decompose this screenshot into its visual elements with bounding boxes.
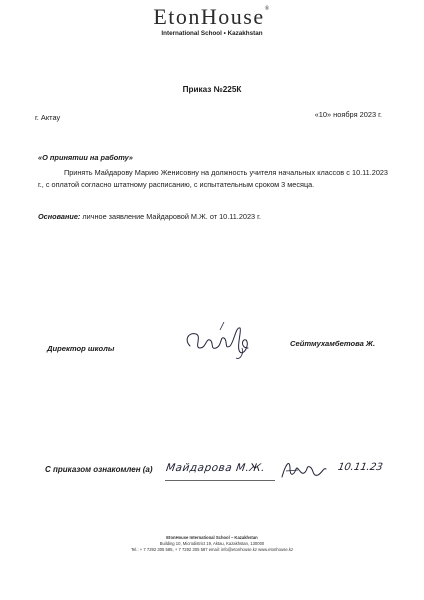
acknowledgement-handwritten-name: Майдарова М.Ж. [165,462,266,474]
footer-school-name: EtonHouse International School – Kazakhstan [166,535,258,540]
director-name: Сейтмухамбетова Ж. [290,339,376,348]
basis-label: Основание: [38,212,81,221]
logo-subtitle: International School • Kazakhstan [161,30,263,37]
basis-text: личное заявление Майдаровой М.Ж. от 10.11.2023 г. [82,212,261,221]
order-body: Принять Майдарову Марию Женисовну на должность учителя начальных классов с 10.11.2023 г., с оплатой согласно штатному расписанию, с испытательным сроком 3 месяца. [38,168,388,189]
logo-text: EtonHouse [153,4,265,29]
acknowledgement-line [165,480,275,481]
employee-signature-icon [278,455,328,483]
school-logo [0,4,424,30]
director-label: Директор школы [47,344,115,353]
order-subject: «О принятии на работу» [38,153,133,162]
order-date: «10» ноября 2023 г. [314,110,382,119]
footer-address: Building 10, Microdistrict 19, Aktau, Kazakhstan, 130000 [159,541,265,546]
acknowledgement-label: С приказом ознакомлен (а) [45,465,153,474]
director-signature-icon [180,318,260,363]
acknowledgement-handwritten-date: 10.11.23 [337,462,384,473]
registered-mark: ® [264,6,271,12]
order-basis [38,212,261,221]
order-city: г. Актау [35,113,61,122]
order-title: Приказ №225К [182,85,242,94]
footer-contacts: Tel.: + 7 7292 305 585, + 7 7292 305 587 email: info@etonhouse.kz www.etonhouse.kz [130,547,294,552]
